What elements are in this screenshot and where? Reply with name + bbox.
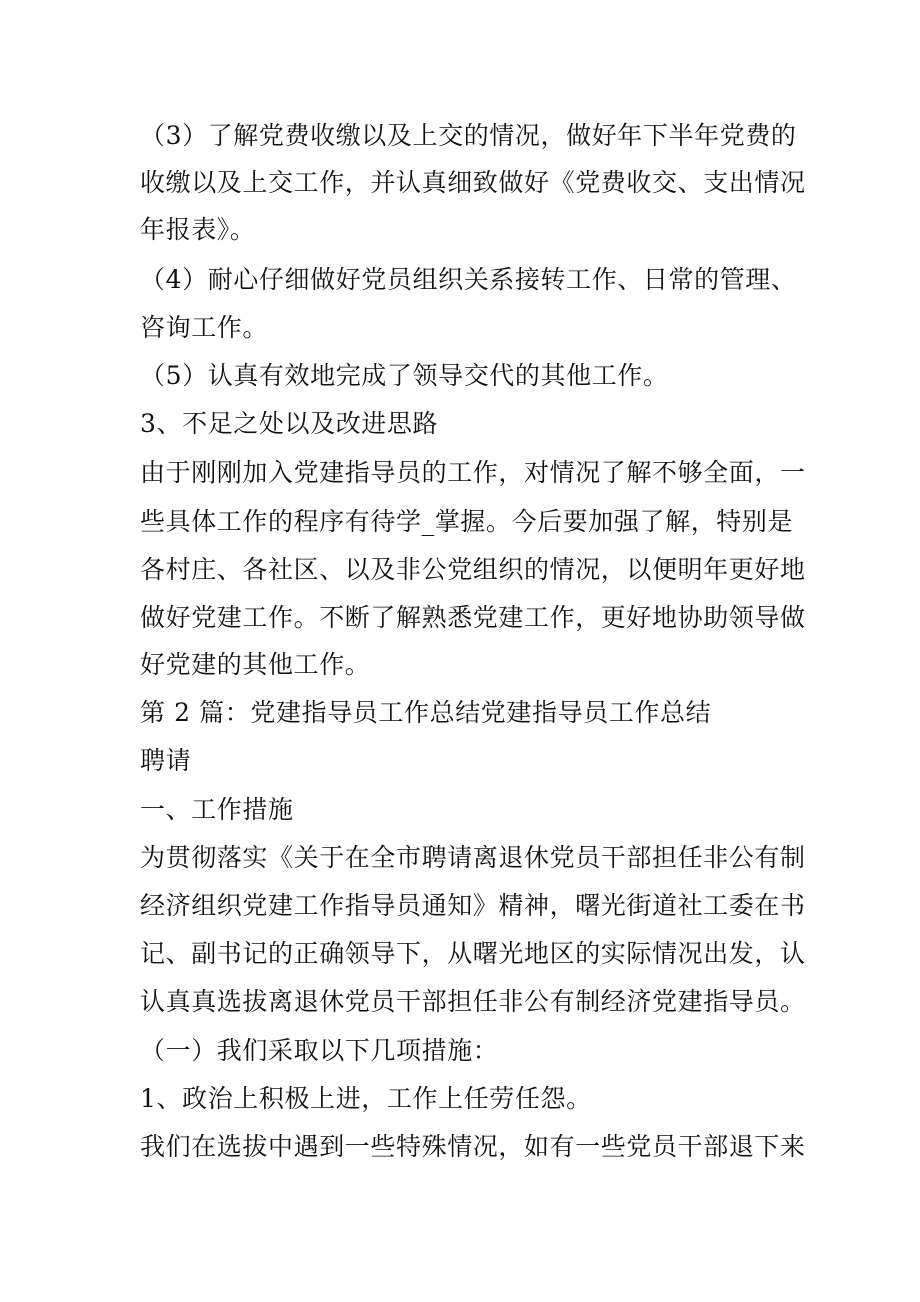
text-line-5: 咨询工作。 (140, 313, 269, 342)
text-line-3: 年报表》。 (140, 215, 256, 244)
text-line-9: 些具体工作的程序有待学_掌握。今后要加强了解，特别是 (140, 507, 794, 536)
subsection-heading: （一）我们采取以下几项措施： (140, 1036, 499, 1065)
text-line-11: 做好党建工作。不断了解熟悉党建工作，更好地协助领导做 (140, 603, 806, 632)
text-line-17: 经济组织党建工作指导员通知》精神，曙光街道社工委在书 (140, 891, 806, 920)
section-heading-3: 3、不足之处以及改进思路 (140, 409, 439, 438)
article-title: 第 2 篇：党建指导员工作总结党建指导员工作总结 (140, 698, 712, 727)
section-heading-1: 一、工作措施 (140, 795, 294, 824)
text-line-10: 各村庄、各社区、以及非公党组织的情况，以便明年更好地 (140, 555, 806, 584)
text-line-22: 我们在选拔中遇到一些特殊情况，如有一些党员干部退下来 (140, 1132, 806, 1161)
text-line-21: 1、政治上积极上进，工作上任劳任怨。 (140, 1084, 592, 1113)
text-line-12: 好党建的其他工作。 (140, 650, 371, 679)
text-line-18: 记、副书记的正确领导下，从曙光地区的实际情况出发，认 (140, 939, 806, 968)
text-line-2: 收缴以及上交工作，并认真细致做好《党费收交、支出情况 (140, 168, 806, 197)
text-line-4: （4）耐心仔细做好党员组织关系接转工作、日常的管理、 (140, 265, 797, 294)
text-line-14: 聘请 (140, 746, 192, 775)
text-line-8: 由于刚刚加入党建指导员的工作，对情况了解不够全面，一 (140, 458, 806, 487)
text-line-1: （3）了解党费收缴以及上交的情况，做好年下半年党费的 (140, 121, 797, 150)
text-line-16: 为贯彻落实《关于在全市聘请离退休党员干部担任非公有制 (140, 843, 806, 872)
text-line-6: （5）认真有效地完成了领导交代的其他工作。 (140, 361, 669, 390)
text-line-19: 认真真选拔离退休党员干部担任非公有制经济党建指导员。 (140, 987, 806, 1016)
